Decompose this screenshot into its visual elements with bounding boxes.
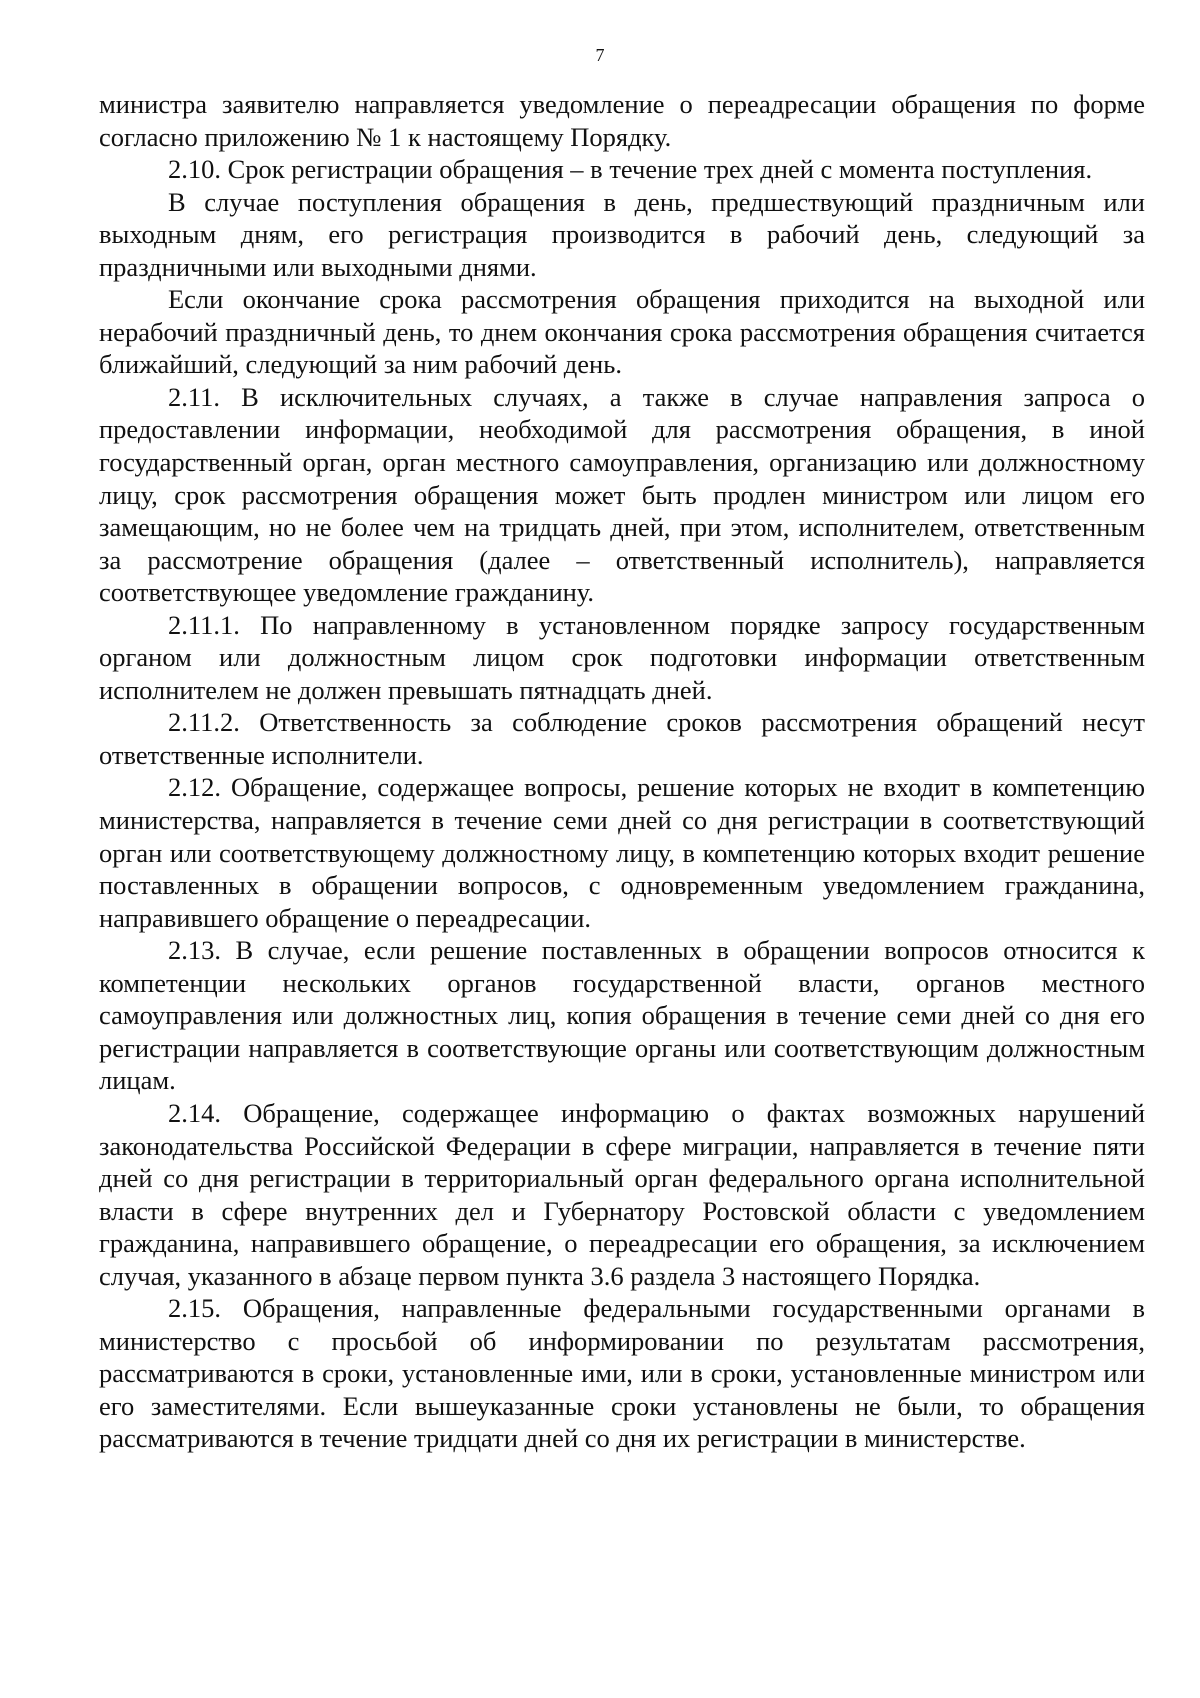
paragraph-2-12: 2.12. Обращение, содержащее вопросы, решение которых не входит в компетенцию министерства, направляется в течение семи дней со дня регистрации в соответствующий орган или соответствующему должностному лицу, в компетенцию которых входит решение поставленных в обращении вопросов, с одновременным уведомлением гражданина, направившего обращение о переадресации. <box>99 772 1145 933</box>
paragraph-2-11-1: 2.11.1. По направленному в установленном порядке запросу государственным органом или должностным лицом срок подготовки информации ответственным исполнителем не должен превышать пятнадцать дней. <box>99 609 1145 705</box>
paragraph-deadline-weekend: Если окончание срока рассмотрения обращения приходится на выходной или нерабочий праздничный день, то днем окончания срока рассмотрения обращения считается ближайший, следующий за ним рабочий день. <box>99 284 1145 380</box>
page-number: 7 <box>595 45 605 65</box>
paragraph-2-10: 2.10. Срок регистрации обращения – в течение трех дней с момента поступления. <box>168 154 1093 185</box>
paragraph-2-14: 2.14. Обращение, содержащее информацию о фактах возможных нарушений законодательства Российской Федерации в сфере миграции, направляется в течение пяти дней со дня регистрации в территориальный орган федерального органа исполнительной власти в сфере внутренних дел и Губернатору Ростовской области с уведомлением гражданина, направившего обращение, о переадресации его обращения, за исключением случая, указанного в абзаце первом пункта 3.6 раздела 3 настоящего Порядка. <box>99 1097 1145 1291</box>
paragraph-2-13: 2.13. В случае, если решение поставленных в обращении вопросов относится к компетенции нескольких органов государственной власти, органов местного самоуправления или должностных лиц, копия обращения в течение семи дней со дня его регистрации направляется в соответствующие органы или соответствующим должностным лицам. <box>99 935 1145 1096</box>
paragraph-2-11: 2.11. В исключительных случаях, а также в случае направления запроса о предоставлении информации, необходимой для рассмотрения обращения, в иной государственный орган, орган местного самоуправления, организацию или должностному лицу, срок рассмотрения обращения может быть продлен министром или лицом его замещающим, но не более чем на тридцать дней, при этом, исполнителем, ответственным за рассмотрение обращения (далее – ответственный исполнитель), направляется соответствующее уведомление гражданину. <box>99 381 1145 608</box>
paragraph-2-11-2: 2.11.2. Ответственность за соблюдение сроков рассмотрения обращений несут ответственные исполнители. <box>99 707 1145 770</box>
document-body <box>99 88 1145 1455</box>
paragraph-continuation: министра заявителю направляется уведомление о переадресации обращения по форме согласно приложению № 1 к настоящему Порядку. <box>99 89 1145 152</box>
paragraph-holiday-registration: В случае поступления обращения в день, предшествующий праздничным или выходным дням, его регистрация производится в рабочий день, следующий за праздничными или выходными днями. <box>99 186 1145 282</box>
paragraph-2-15: 2.15. Обращения, направленные федеральными государственными органами в министерство с просьбой об информировании по результатам рассмотрения, рассматриваются в сроки, установленные ими, или в сроки, установленные министром или его заместителями. Если вышеуказанные сроки установлены не были, то обращения рассматриваются в течение тридцати дней со дня их регистрации в министерстве. <box>99 1293 1145 1454</box>
